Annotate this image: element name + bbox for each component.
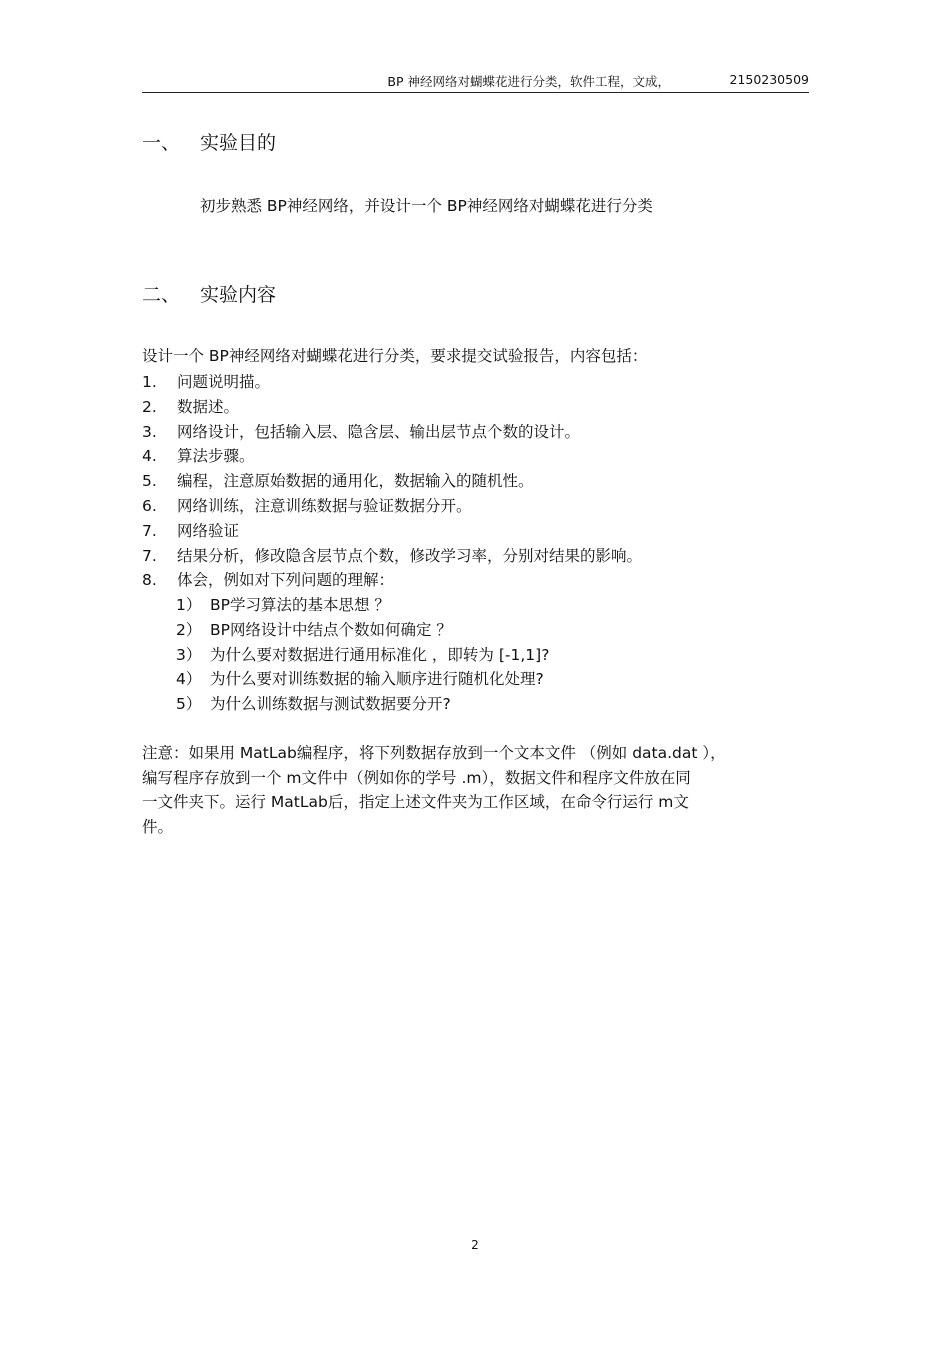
section-title: 实验目的 — [200, 132, 277, 154]
section-heading-purpose — [142, 128, 276, 155]
list-item — [142, 469, 642, 494]
subitem-text: 为什么要对训练数据的输入顺序进行随机化处理? — [210, 670, 544, 689]
sublist-item — [176, 618, 549, 643]
page-header — [142, 70, 809, 93]
subitem-number: 4） — [176, 670, 202, 689]
sublist-item — [176, 692, 549, 717]
header-title: BP 神经网络对蝴蝶花进行分类，软件工程，文成， — [387, 74, 670, 89]
note-line: 编写程序存放到一个 m文件中（例如你的学号 .m），数据文件和程序文件放在同 — [142, 768, 691, 787]
sublist-item — [176, 643, 549, 668]
item-text: 数据述。 — [177, 397, 240, 416]
subitem-number: 3） — [176, 645, 202, 664]
item-number: 5. — [142, 472, 157, 491]
header-student-id: 2150230509 — [729, 72, 809, 87]
section-number: 二、 — [142, 284, 181, 306]
subitem-number: 1） — [176, 596, 202, 614]
subitem-number: 2） — [176, 620, 202, 639]
item-text: 网络设计，包括输入层、隐含层、输出层节点个数的设计。 — [177, 422, 581, 441]
requirement-list — [142, 370, 642, 593]
list-item — [142, 544, 642, 569]
note-paragraph — [142, 741, 809, 839]
section-heading-content — [142, 280, 276, 307]
item-number: 6. — [142, 496, 157, 515]
item-text: 算法步骤。 — [177, 447, 255, 466]
note-line: 一文件夹下。运行 MatLab后，指定上述文件夹为工作区域，在命令行运行 m文 — [142, 793, 689, 812]
item-text: 编程，注意原始数据的通用化，数据输入的随机性。 — [177, 472, 534, 491]
section-number: 一、 — [142, 132, 181, 154]
purpose-paragraph: 初步熟悉 BP神经网络，并设计一个 BP神经网络对蝴蝶花进行分类 — [200, 197, 653, 215]
item-text: 网络验证 — [177, 521, 240, 540]
list-item — [142, 519, 642, 544]
item-text: 结果分析，修改隐含层节点个数，修改学习率，分别对结果的影响。 — [177, 546, 643, 565]
list-item — [142, 494, 642, 519]
note-line: 注意：如果用 MatLab编程序，将下列数据存放到一个文本文件 （例如 data.dat ）， — [142, 744, 726, 762]
item-text: 网络训练，注意训练数据与验证数据分开。 — [177, 496, 472, 515]
list-item — [142, 444, 642, 469]
list-item — [142, 420, 642, 445]
subitem-number: 5） — [176, 695, 202, 714]
sublist-item — [176, 593, 549, 618]
item-number: 1. — [142, 373, 157, 391]
item-number: 2. — [142, 397, 157, 416]
list-item — [142, 395, 642, 420]
item-number: 3. — [142, 422, 157, 441]
item-number: 8. — [142, 571, 157, 590]
subitem-text: 为什么要对数据进行通用标准化 ，即转为 [-1,1]? — [210, 645, 550, 664]
item-text: 问题说明描。 — [177, 373, 271, 391]
content-intro: 设计一个 BP神经网络对蝴蝶花进行分类，要求提交试验报告，内容包括： — [142, 347, 648, 365]
item-number: 7. — [142, 521, 157, 540]
subitem-text: BP网络设计中结点个数如何确定 ？ — [210, 620, 452, 639]
list-item — [142, 370, 642, 395]
subitem-text: 为什么训练数据与测试数据要分开? — [210, 695, 451, 714]
sublist-item — [176, 667, 549, 692]
question-sublist — [176, 593, 549, 717]
page-number: 2 — [471, 1238, 479, 1252]
note-line: 件。 — [142, 817, 174, 836]
list-item — [142, 568, 642, 593]
item-number: 4. — [142, 447, 157, 466]
section-title: 实验内容 — [200, 284, 277, 306]
subitem-text: BP学习算法的基本思想 ？ — [210, 596, 390, 614]
item-text: 体会，例如对下列问题的理解： — [177, 571, 395, 590]
item-number: 7. — [142, 546, 157, 565]
